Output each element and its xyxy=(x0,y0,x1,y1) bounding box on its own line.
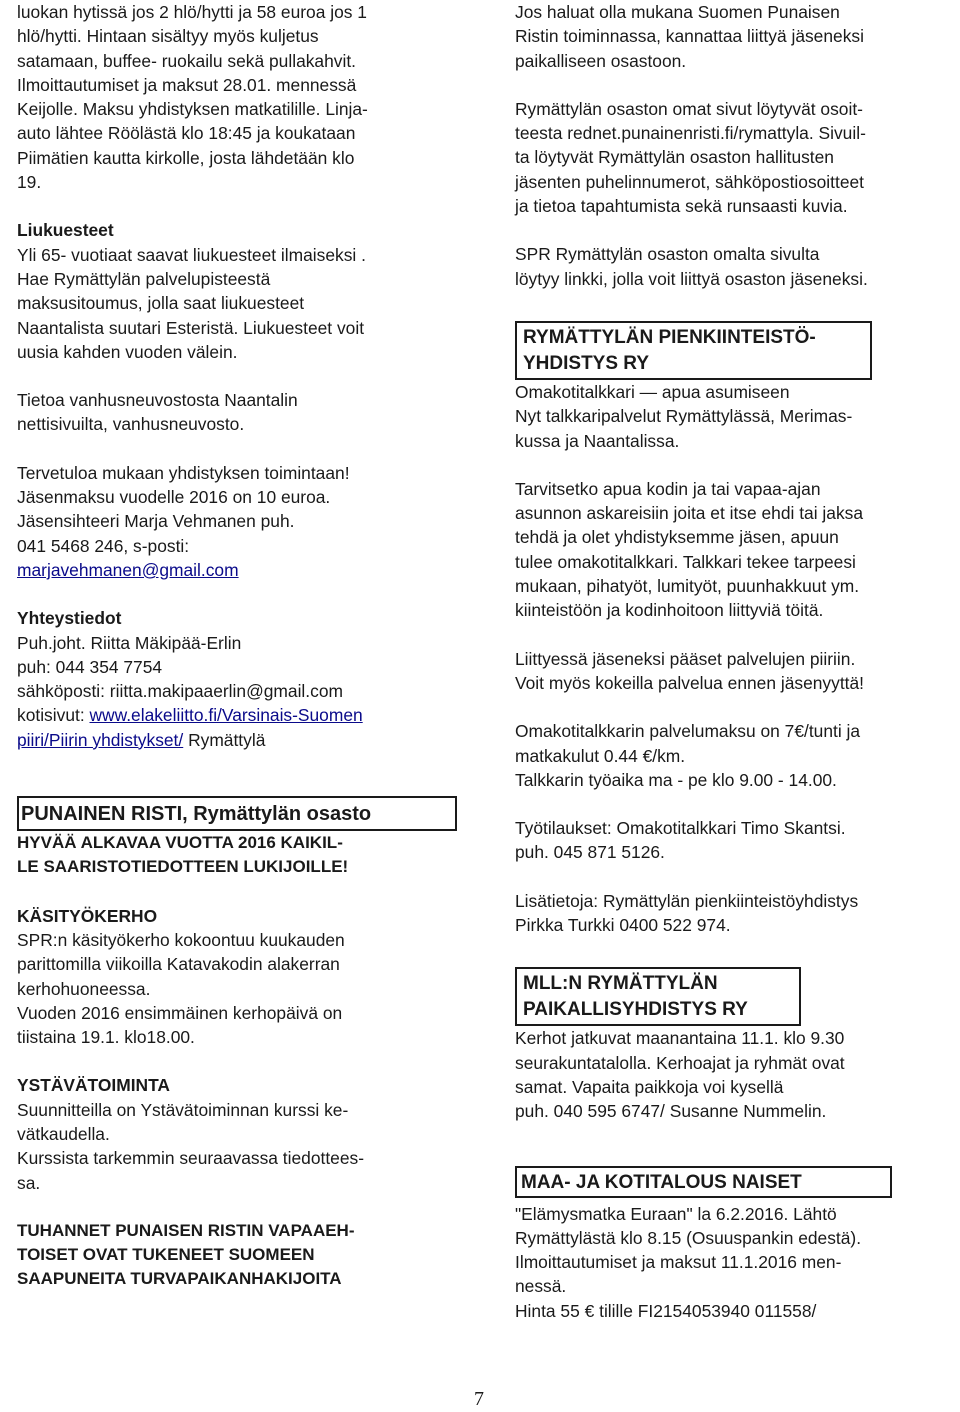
text-line: matkakulut 0.44 €/km. xyxy=(515,745,686,766)
text-line: Ilmoittautumiset ja maksut 28.01. mennessä xyxy=(17,74,357,95)
text-line: puh. 045 871 5126. xyxy=(515,842,665,863)
section-heading: KÄSITYÖKERHO xyxy=(17,905,158,926)
caretaker-fees xyxy=(515,719,945,792)
text-line: tiistaina 19.1. klo18.00. xyxy=(17,1027,195,1048)
homepage-link-continued[interactable]: piiri/Piirin yhdistykset/ xyxy=(17,729,184,750)
box-title: YHDISTYS RY xyxy=(523,352,649,374)
text-line: Kurssista tarkemmin seuraavassa tiedottees- xyxy=(17,1148,364,1169)
text-line: SPR Rymättylän osaston omalta sivulta xyxy=(515,244,820,265)
mll-header-box xyxy=(515,967,801,1026)
website-paragraph xyxy=(515,97,945,218)
text-line: Rymättylästä klo 8.15 (Osuuspankin edestä). xyxy=(515,1227,862,1248)
pienkiinteisto-header-box xyxy=(515,321,872,380)
text-line: luokan hytissä jos 2 hlö/hytti ja 58 euroa jos 1 xyxy=(17,2,367,22)
text-line: sa. xyxy=(17,1172,41,1193)
join-paragraph xyxy=(515,0,945,73)
trip-paragraph xyxy=(17,0,457,194)
text-line: kerhohuoneessa. xyxy=(17,978,151,999)
section-heading: Liukuesteet xyxy=(17,220,114,241)
text-line: Lisätietoja: Rymättylän pienkiinteistöyhdistys xyxy=(515,890,859,911)
text-line: Puh.joht. Riitta Mäkipää-Erlin xyxy=(17,632,242,653)
mll-paragraph xyxy=(515,1026,945,1123)
text-line: Voit myös kokeilla palvelua ennen jäsenyyttä! xyxy=(515,672,864,693)
right-column xyxy=(515,0,945,1323)
text-line: satamaan, buffee- ruokailu sekä pullakahvit. xyxy=(17,50,356,71)
text-line: nessä. xyxy=(515,1276,567,1297)
text-line: Rymättylän osaston omat sivut löytyvät osoit- xyxy=(515,98,863,119)
text-line: nettisivuilta, vanhusneuvosto. xyxy=(17,414,245,435)
text-line: hlö/hytti. Hintaan sisältyy myös kuljetus xyxy=(17,26,319,47)
box-title: MAA- JA KOTITALOUS NAISET xyxy=(521,1171,802,1193)
text-line: HYVÄÄ ALKAVAA VUOTTA 2016 KAIKIL- xyxy=(17,833,343,853)
maa-kotitalous-paragraph xyxy=(515,1202,945,1323)
text-line: Yli 65- vuotiaat saavat liukuesteet ilmaiseksi . xyxy=(17,244,366,265)
text-line: auto lähtee Röölästä klo 18:45 ja koukataan xyxy=(17,123,356,144)
text-line: jäsenten puhelinnumerot, sähköpostiosoitteet xyxy=(515,171,865,192)
text-line: Kerhot jatkuvat maanantaina 11.1. klo 9.30 xyxy=(515,1028,845,1049)
page-number: 7 xyxy=(474,1388,484,1410)
text-line: "Elämysmatka Euraan" la 6.2.2016. Lähtö xyxy=(515,1203,837,1224)
text-line: Omakotitalkkarin palvelumaksu on 7€/tunti ja xyxy=(515,721,861,742)
text-line: kussa ja Naantalissa. xyxy=(515,430,680,451)
text-line: Vuoden 2016 ensimmäinen kerhopäivä on xyxy=(17,1002,343,1023)
text-line: paikalliseen osastoon. xyxy=(515,50,687,71)
text-line: Työtilaukset: Omakotitalkkari Timo Skantsi. xyxy=(515,818,846,839)
text-line: Tietoa vanhusneuvostosta Naantalin xyxy=(17,390,298,411)
friend-activity-section xyxy=(17,1073,457,1194)
box-title: PAIKALLISYHDISTYS RY xyxy=(523,999,748,1021)
caretaker-orders xyxy=(515,816,945,865)
homepage-label: kotisivut: xyxy=(17,705,90,726)
text-line: Pirkka Turkki 0400 522 974. xyxy=(515,915,731,936)
text-line: Keijolle. Maksu yhdistyksen matkatilille. Linja- xyxy=(17,99,368,120)
text-line: tulee omakotitalkkari. Talkkari tekee tarpeesi xyxy=(515,551,856,572)
text-line: Tervetuloa mukaan yhdistyksen toimintaan! xyxy=(17,462,350,483)
section-heading: Yhteystiedot xyxy=(17,608,122,629)
text-line: ja tietoa tapahtumista sekä runsaasti kuvia. xyxy=(515,196,848,217)
text-line: Piimätien kautta kirkolle, josta lähdetään klo xyxy=(17,147,355,168)
box-title: MLL:N RYMÄTTYLÄN xyxy=(523,973,718,995)
text-line: uusia kahden vuoden välein. xyxy=(17,341,238,362)
text-line: Ristin toiminnassa, kannattaa liittyä jäseneksi xyxy=(515,26,864,47)
caretaker-intro xyxy=(515,380,945,453)
text-line: LE SAARISTOTIEDOTTEEN LUKIJOILLE! xyxy=(17,857,349,877)
red-cross-header-box xyxy=(17,796,457,831)
text-line: TUHANNET PUNAISEN RISTIN VAPAAEH- xyxy=(17,1220,355,1240)
text-line: Ilmoittautumiset ja maksut 11.1.2016 men- xyxy=(515,1252,842,1273)
text-line: mukaan, pihatyöt, lumityöt, puunhakkuut ym. xyxy=(515,576,860,597)
greeting xyxy=(17,831,457,880)
text-line: 19. xyxy=(17,172,42,193)
vanhusneuvosto-paragraph xyxy=(17,388,457,437)
text-line: löytyy linkki, jolla voit liittyä osaston jäseneksi. xyxy=(515,268,868,289)
text-line: maksusitoumus, jolla saat liukuesteet xyxy=(17,293,305,314)
volunteers-statement xyxy=(17,1219,457,1292)
text-line: Jos haluat olla mukana Suomen Punaisen xyxy=(515,2,840,22)
caretaker-membership xyxy=(515,647,945,696)
text-line: kiinteistöön ja kodinhoitoon liittyviä töitä. xyxy=(515,600,824,621)
spr-paragraph xyxy=(515,242,945,291)
text-line: puh: 044 354 7754 xyxy=(17,656,163,677)
text-line: parittomilla viikoilla Katavakodin alakerran xyxy=(17,954,340,975)
text-line: teesta rednet.punainenristi.fi/rymattyla. Sivuil- xyxy=(515,123,866,144)
homepage-suffix: Rymättylä xyxy=(183,729,266,750)
text-line: Omakotitalkkari — apua asumiseen xyxy=(515,381,790,402)
section-heading: YSTÄVÄTOIMINTA xyxy=(17,1075,170,1096)
liukuesteet-section xyxy=(17,218,457,364)
caretaker-services xyxy=(515,477,945,623)
text-line: Hinta 55 € tilille FI2154053940 011558/ xyxy=(515,1300,817,1321)
text-line: Hae Rymättylän palvelupisteestä xyxy=(17,268,271,289)
maa-kotitalous-header-box xyxy=(515,1166,892,1198)
text-line: puh. 040 595 6747/ Susanne Nummelin. xyxy=(515,1101,827,1122)
text-line: SPR:n käsityökerho kokoontuu kuukauden xyxy=(17,929,345,950)
box-title: PUNAINEN RISTI, Rymättylän osasto xyxy=(21,803,372,826)
craft-club-section xyxy=(17,904,457,1050)
text-line: sähköposti: riitta.makipaaerlin@gmail.com xyxy=(17,681,343,702)
text-line: tehdä ja olet yhdistyksemme jäsen, apuun xyxy=(515,527,839,548)
text-line: Jäsensihteeri Marja Vehmanen puh. xyxy=(17,511,295,532)
text-line: Nyt talkkaripalvelut Rymättylässä, Merimas- xyxy=(515,406,853,427)
text-line: Talkkarin työaika ma - pe klo 9.00 - 14.00. xyxy=(515,769,837,790)
text-line: asunnon askareisiin joita et itse ehdi tai jaksa xyxy=(515,503,864,524)
membership-paragraph xyxy=(17,461,457,582)
text-line: vätkaudella. xyxy=(17,1123,110,1144)
email-link[interactable]: marjavehmanen@gmail.com xyxy=(17,559,239,580)
text-line: Naantalista suutari Esteristä. Liukuesteet voit xyxy=(17,317,365,338)
homepage-link[interactable]: www.elakeliitto.fi/Varsinais-Suomen xyxy=(89,705,363,726)
contact-section xyxy=(17,606,457,752)
text-line: TOISET OVAT TUKENEET SUOMEEN xyxy=(17,1245,315,1265)
text-line: Tarvitsetko apua kodin ja tai vapaa-ajan xyxy=(515,478,821,499)
text-line: SAAPUNEITA TURVAPAIKANHAKIJOITA xyxy=(17,1269,342,1289)
text-line: Suunnitteilla on Ystävätoiminnan kurssi ke- xyxy=(17,1099,349,1120)
caretaker-info xyxy=(515,889,945,938)
box-title: RYMÄTTYLÄN PIENKIINTEISTÖ- xyxy=(523,326,816,348)
text-line: 041 5468 246, s-posti: xyxy=(17,535,190,556)
left-column xyxy=(17,0,457,1292)
text-line: Liittyessä jäseneksi pääset palvelujen piiriin. xyxy=(515,648,856,669)
text-line: seurakuntatalolla. Kerhoajat ja ryhmät ovat xyxy=(515,1052,845,1073)
text-line: samat. Vapaita paikkoja voi kysellä xyxy=(515,1076,784,1097)
text-line: Jäsenmaksu vuodelle 2016 on 10 euroa. xyxy=(17,487,331,508)
text-line: ta löytyvät Rymättylän osaston hallitusten xyxy=(515,147,834,168)
